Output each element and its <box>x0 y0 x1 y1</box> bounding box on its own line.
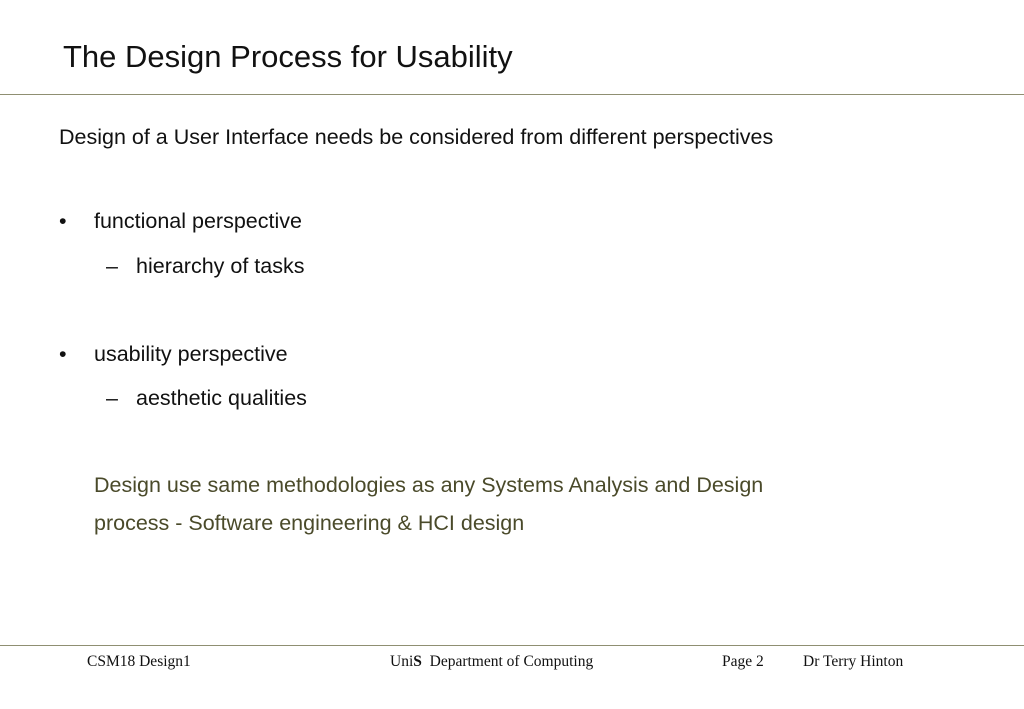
footer-dept-prefix: Uni <box>390 653 414 670</box>
bullet-marker: • <box>59 209 67 233</box>
sub-bullet-hierarchy-of-tasks <box>106 253 305 280</box>
bullet-text: usability perspective <box>94 342 288 366</box>
footer-author: Dr Terry Hinton <box>803 653 904 670</box>
note-line: Design use same methodologies as any Systems Analysis and Design <box>94 473 764 497</box>
footer-divider <box>0 645 1024 646</box>
sub-bullet-marker: – <box>106 254 118 278</box>
header-divider <box>0 94 1024 95</box>
sub-bullet-aesthetic-qualities <box>106 385 307 412</box>
note-line: process - Software engineering & HCI design <box>94 511 525 535</box>
footer-dept-bold: S <box>413 653 422 670</box>
bullet-text: functional perspective <box>94 209 302 233</box>
footer-dept-rest: Department of Computing <box>421 653 594 670</box>
methodology-note <box>94 466 954 542</box>
bullet-functional-perspective <box>59 208 302 235</box>
slide-title: The Design Process for Usability <box>63 39 513 74</box>
sub-bullet-marker: – <box>106 386 118 410</box>
bullet-usability-perspective <box>59 341 288 368</box>
sub-bullet-text: aesthetic qualities <box>136 386 307 410</box>
footer-department <box>390 653 593 671</box>
footer-course: CSM18 Design1 <box>87 653 191 670</box>
intro-text: Design of a User Interface needs be considered from different perspectives <box>59 125 774 149</box>
sub-bullet-text: hierarchy of tasks <box>136 254 305 278</box>
footer-page-number: Page 2 <box>722 653 764 670</box>
bullet-marker: • <box>59 342 67 366</box>
